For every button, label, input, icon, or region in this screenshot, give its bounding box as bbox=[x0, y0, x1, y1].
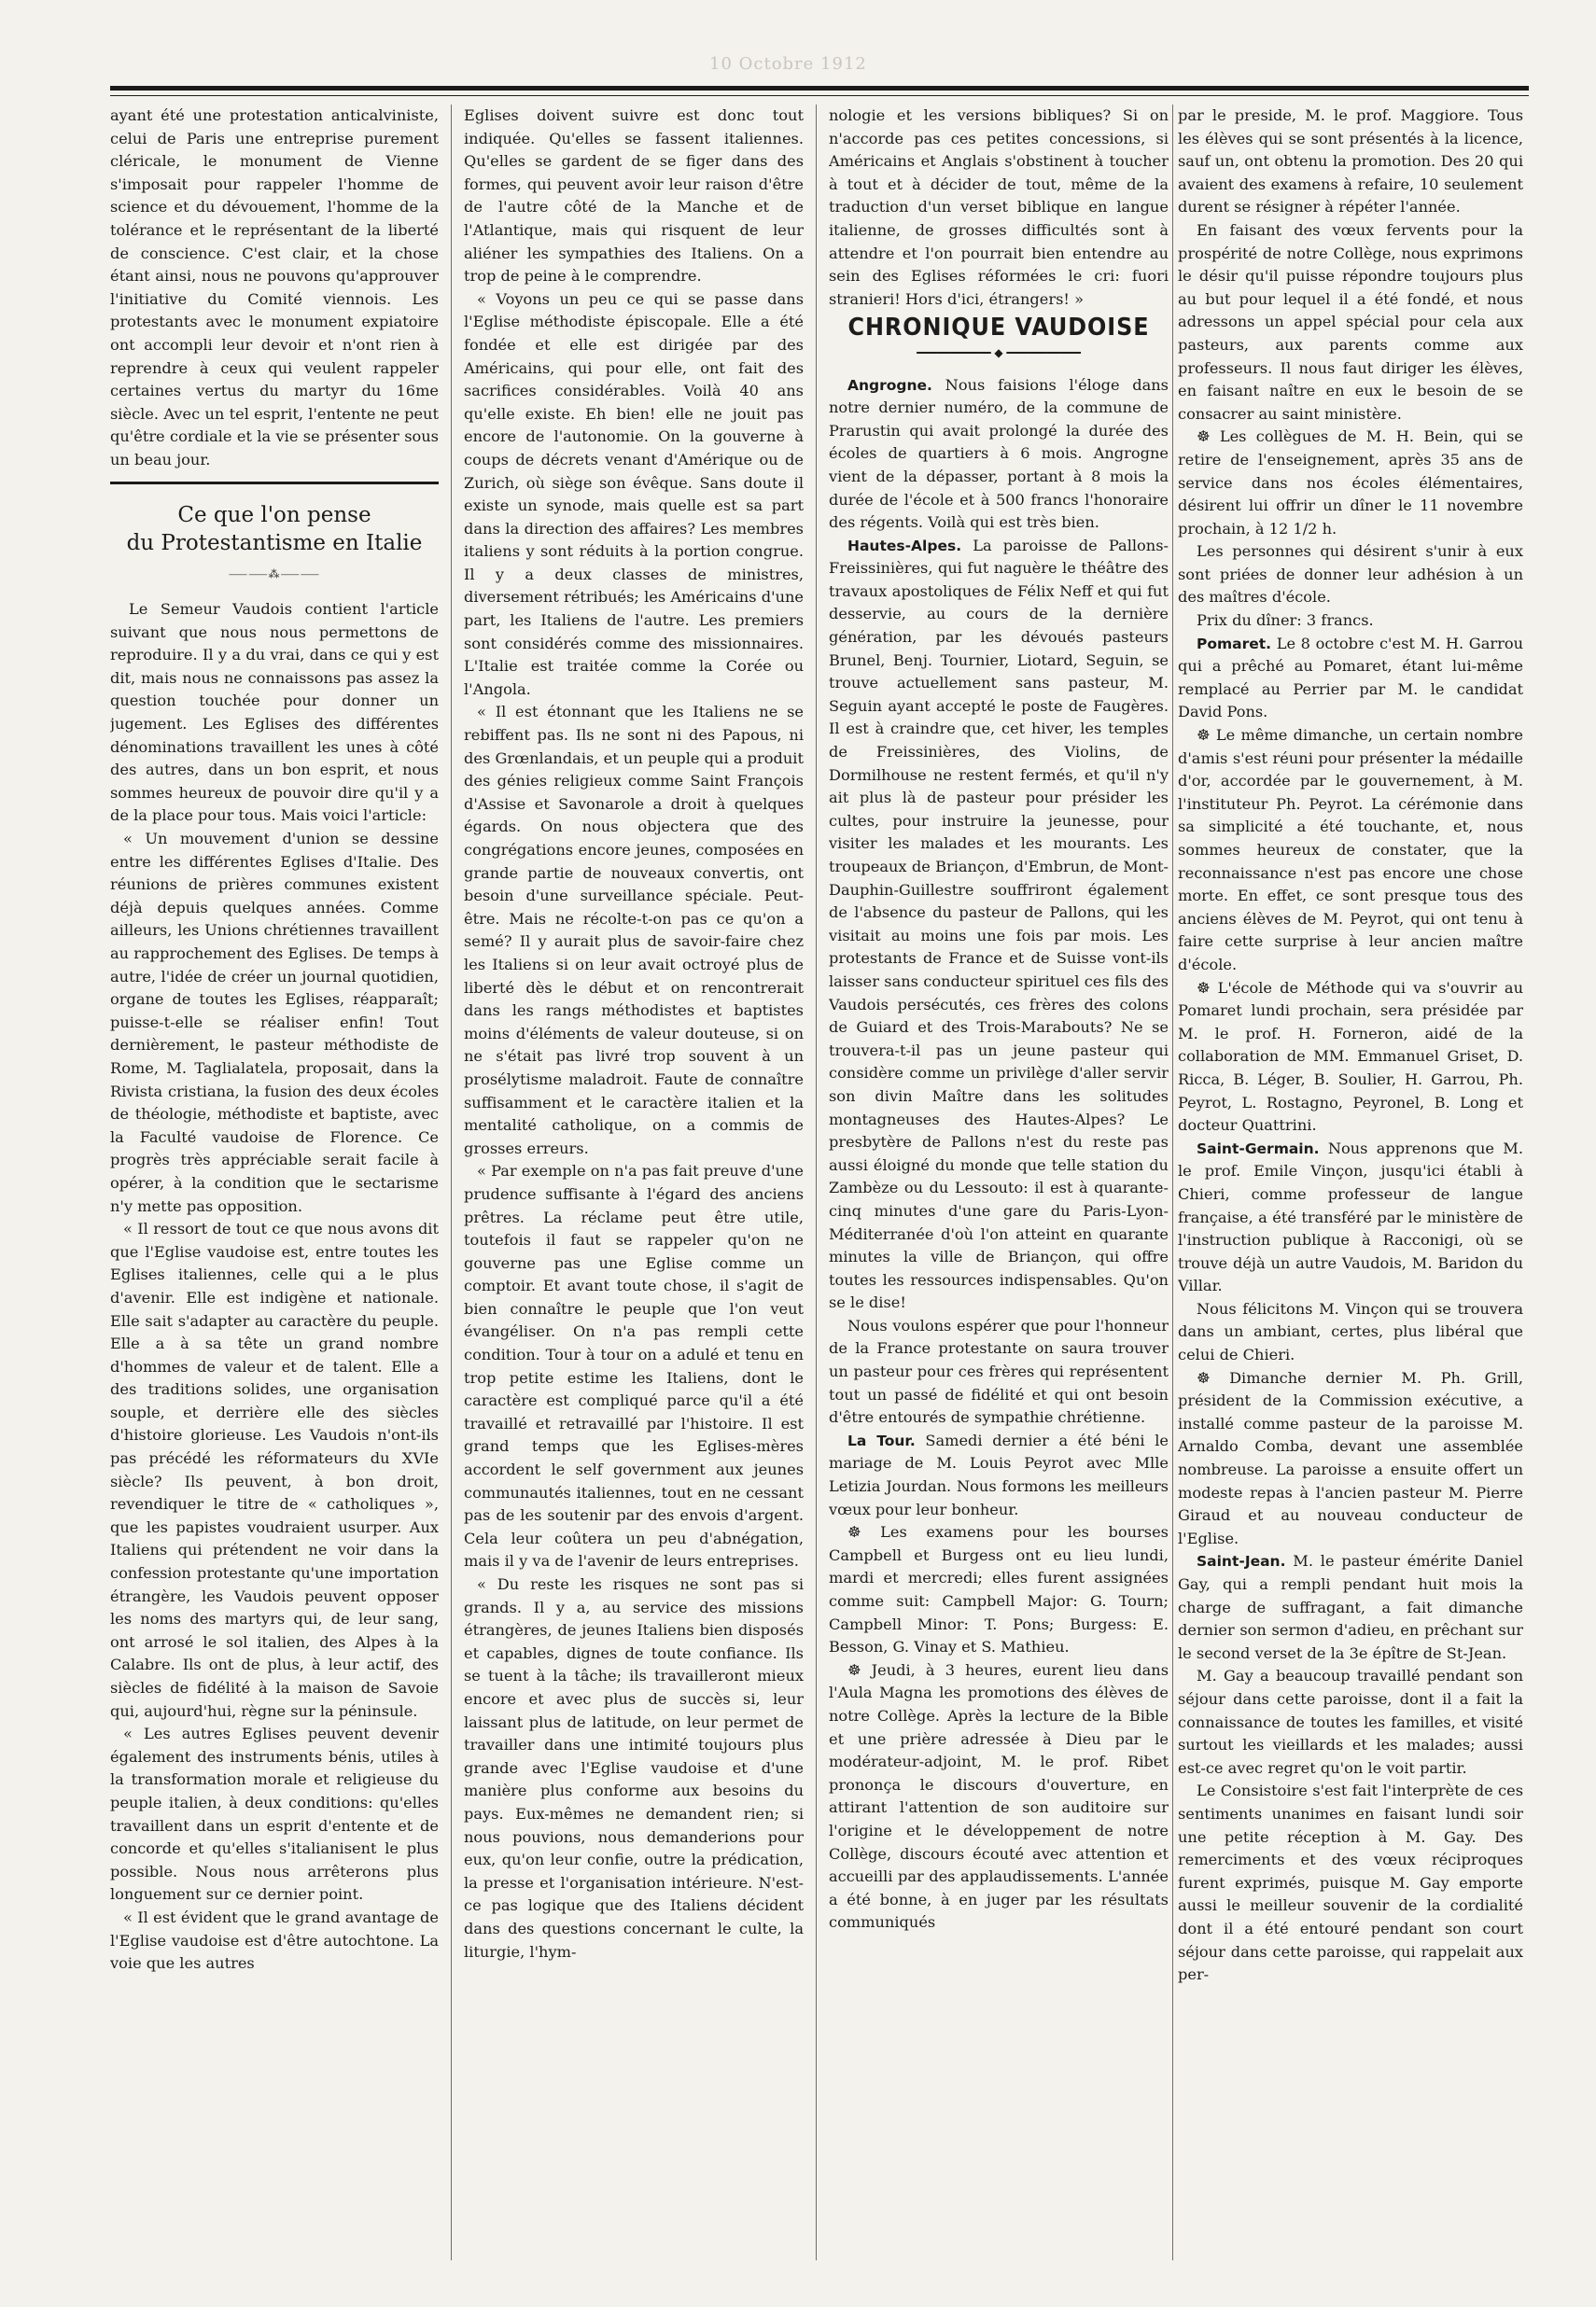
section-mark-icon: ☸ bbox=[847, 1523, 861, 1542]
news-text: Nous faisions l'éloge dans notre dernier numéro, de la commune de Prarustin qui avait prolongé la durée des écoles de quartiers à 6 mois. Angrogne vient de la dépasser, portant à 8 mois la durée de l'école et à 500 francs l'honoraire des régents. Voilà qui est très bien. bbox=[829, 375, 1169, 532]
news-item bbox=[1178, 1550, 1523, 1665]
news-item bbox=[1178, 724, 1523, 977]
section-mark-icon: ☸ bbox=[1197, 1368, 1211, 1387]
paragraph: « Par exemple on n'a pas fait preuve d'une prudence suffisante à l'égard des anciens prêtres. La réclame peut être utile, toutefois il faut se rappeler qu'on ne gouverne pas une Eglise comme un comptoir. Et avant toute chose, il s'agit de bien connaître le peuple que l'on veut évangéliser. On n'a pas rempli cette condition. Tour à tour on a adulé et tenu en trop petite estime les Italiens, dont le caractère est compliqué parce qu'il a été travaillé et retravaillé par l'histoire. Il est grand temps que les Eglises-mères accordent le self government aux jeunes communautés italiennes, tout en ne cessant pas de les soutenir par des envois d'argent. Cela leur coûtera un peu d'abnégation, mais il y va de l'avenir de leurs entreprises. bbox=[464, 1162, 804, 1571]
news-item bbox=[1178, 1367, 1523, 1551]
news-item bbox=[1178, 426, 1523, 540]
news-text: Le même dimanche, un certain nombre d'amis s'est réuni pour présenter la médaille d'or, accordée par le gouvernement, à M. l'instituteur Ph. Peyrot. La cérémonie dans sa simplicité a été touchante, et, nous sommes heureux de constater, que la reconnaissance n'est pas encore une chose morte. En effet, ce sont presque tous des anciens élèves de M. Peyrot, qui ont tenu à faire cette surprise à leur ancien maître d'école. bbox=[1178, 726, 1523, 973]
column-separator bbox=[816, 105, 817, 2260]
column-separator bbox=[1172, 105, 1173, 2260]
paragraph: « Il est évident que le grand avantage de l'Eglise vaudoise est d'être autochtone. La voie que les autres bbox=[110, 1908, 439, 1973]
news-text: La paroisse de Pallons-Freissinières, qui fut naguère le théâtre des travaux apostoliques de Félix Neff et qui fut desservie, au cours de la dernière génération, par les dévoués pasteurs Brunel, Benj. Tournier, Liotard, Seguin, se trouve actuellement sans pasteur, M. Seguin ayant accepté le poste de Faugères. Il est à craindre que, cet hiver, les temples de Freissinières, des Violins, de Dormilhouse ne restent fermés, et qu'il n'y ait plus là de pasteur pour présider les cultes, pour instruire la jeunesse, pour visiter les malades et les mourants. Les troupeaux de Briançon, d'Embrun, de Mont-Dauphin-Guillestre souffriront également de l'absence du pasteur de Pallons, qui les visitait au moins une fois par mois. Les protestants de France et de Suisse vont-ils laisser sans conducteur spirituel ces fils des Vaudois persécutés, ces frères des colons de Guiard et des Trois-Marabouts? Ne se trouvera-t-il pas un jeune pasteur qui considère comme un privilège d'aller servir son divin Maître dans les solitudes montagneuses des Hautes-Alpes? Le presbytère de Pallons n'est du reste pas aussi éloigné du monde que telle station du Zambèze ou du Lessouto: il est à quarante-cinq minutes d'une gare du Paris-Lyon-Méditerranée d'où l'on atteint en quarante minutes la ville de Briançon, qui offre toutes les ressources indispensables. Qu'on se le dise! bbox=[829, 536, 1169, 1312]
paragraph: Le Semeur Vaudois contient l'article suivant que nous nous permettons de reproduire. Il y a du vrai, dans ce qui y est dit, mais nous ne connaissons pas assez la question touchée pour donner un jugement. Les Eglises des différentes dénominations travaillent les unes à côté des autres, dans un bon esprit, et nous sommes heureux de pouvoir dire qu'il y a de la place pour tous. Mais voici l'article: bbox=[110, 600, 439, 825]
news-item bbox=[1178, 633, 1523, 724]
paragraph: « Un mouvement d'union se dessine entre les différentes Eglises d'Italie. Des réunions de prières communes existent déjà depuis quelques années. Comme ailleurs, les Unions chrétiennes travaillent au rapprochement des Eglises. De temps à autre, l'idée de créer un journal quotidien, organe de toutes les Eglises, réapparaît; puisse-t-elle se réaliser enfin! Tout dernièrement, le pasteur méthodiste de Rome, M. Taglialatela, proposait, dans la Rivista cristiana, la fusion des deux écoles de théologie, méthodiste et baptiste, avec la Faculté vaudoise de Florence. Ce progrès très appréciable serait facile à opérer, à la condition que le sectarisme n'y mette pas opposition. bbox=[110, 830, 439, 1215]
title-ornament: ⸺⸺⁂⸺⸺ bbox=[228, 566, 321, 580]
news-item bbox=[829, 1430, 1169, 1521]
section-mark-icon: ☸ bbox=[847, 1660, 861, 1679]
paragraph: Nous félicitons M. Vinçon qui se trouvera dans un ambiant, certes, plus libéral que celui de Chieri. bbox=[1178, 1299, 1523, 1364]
paragraph: M. Gay a beaucoup travaillé pendant son séjour dans cette paroisse, dont il a fait la connaissance de toutes les familles, et visité surtout les vieillards et les malades; aussi est-ce avec regret qu'on le voit partir. bbox=[1178, 1667, 1523, 1777]
article-title-line: Ce que l'on pense bbox=[177, 502, 371, 527]
place-name: Angrogne. bbox=[847, 376, 932, 394]
section-mark-icon: ☸ bbox=[1197, 978, 1211, 997]
column-1 bbox=[110, 105, 439, 2288]
news-text: M. le pasteur émérite Daniel Gay, qui a rempli pendant huit mois la charge de suffragant, a fait dimanche dernier son sermon d'adieu, en prêchant sur le second verset de la 3e épître de St-Jean. bbox=[1178, 1552, 1523, 1662]
place-name: Saint-Jean. bbox=[1197, 1553, 1286, 1571]
news-text: Les examens pour les bourses Campbell et Burgess ont eu lieu lundi, mardi et mercredi; elles furent assignées comme suit: Campbell Major: G. Tourn; Campbell Minor: T. Pons; Burgess: E. Besson, G. Vinay et S. Mathieu. bbox=[829, 1523, 1169, 1657]
news-text: L'école de Méthode qui va s'ouvrir au Pomaret lundi prochain, sera présidée par M. le prof. H. Forneron, aidé de la collaboration de MM. Emmanuel Griset, D. Ricca, B. Léger, B. Soulier, H. Garrou, Ph. Peyrot, L. Rostagno, Peyronel, B. Long et docteur Quattrini. bbox=[1178, 978, 1523, 1135]
paragraph: « Les autres Eglises peuvent devenir également des instruments bénis, utiles à la transformation morale et religieuse du peuple italien, à deux conditions: qu'elles travaillent dans un esprit d'entente et de concorde et qu'elles s'italianisent le plus possible. Nous nous arrêterons plus longuement sur ce dernier point. bbox=[110, 1725, 439, 1904]
news-item bbox=[829, 535, 1169, 1315]
column-4 bbox=[1178, 105, 1523, 2288]
news-text: Jeudi, à 3 heures, eurent lieu dans l'Aula Magna les promotions des élèves de notre Collège. Après la lecture de la Bible et une prière adressée à Dieu par le modérateur-adjoint, M. le prof. Ribet prononça le discours d'ouverture, en attirant l'attention de son auditoire sur l'origine et le développement de notre Collège, discours écouté avec attention et accueilli par des applaudissements. L'année a été bonne, à en juger par les résultats communiqués bbox=[829, 1660, 1169, 1932]
news-item bbox=[1178, 1138, 1523, 1298]
paragraph: « Il est étonnant que les Italiens ne se rebiffent pas. Ils ne sont ni des Papous, ni des Grœnlandais, et un peuple qui a produit des génies religieux comme Saint François d'Assise et Savonarole a droit à quelques égards. On nous objectera que des congrégations encore jeunes, composées en grande partie de nouveaux convertis, ont besoin d'une surveillance spéciale. Peut-être. Mais ne récolte-t-on pas ce qu'on a semé? Il y aurait plus de savoir-faire chez les Italiens si on leur avait octroyé plus de liberté dès le début et on rencontrerait dans les rangs méthodistes et baptistes moins d'éléments de valeur douteuse, si on ne s'était pas livré trop souvent à un prosélytisme maladroit. Faute de connaître suffisamment et le caractère italien et la mentalité catholique, on a commis de grosses erreurs. bbox=[464, 703, 804, 1157]
article-divider bbox=[110, 482, 439, 484]
column-3 bbox=[829, 105, 1169, 2288]
news-text: Samedi dernier a été béni le mariage de M. Louis Peyrot avec Mlle Letizia Jourdan. Nous formons les meilleurs vœux pour leur bonheur. bbox=[829, 1431, 1169, 1518]
place-name: Pomaret. bbox=[1197, 635, 1272, 652]
section-mark-icon: ☸ bbox=[1197, 427, 1211, 446]
bleed-through-header: 10 Octobre 1912 bbox=[709, 54, 867, 74]
paragraph: En faisant des vœux fervents pour la prospérité de notre Collège, nous exprimons le désir qu'il puisse répondre toujours plus au but pour lequel il a été fondé, et nous adressons un appel spécial pour cela aux pasteurs, aux parents comme aux professeurs. Il nous faut diriger les élèves, en faisant naître en eux le besoin de se consacrer au saint ministère. bbox=[1178, 220, 1523, 423]
paragraph: nologie et les versions bibliques? Si on n'accorde pas ces petites concessions, si Américains et Anglais s'obstinent à toucher à tout et à décider de tout, même de la traduction d'un verset biblique en langue italienne, de grosses difficultés sont à attendre et l'on pourrait bien entendre au sein des Eglises réformées le cri: fuori stranieri! Hors d'ici, étrangers! » bbox=[829, 106, 1169, 308]
news-text: Le 8 octobre c'est M. H. Garrou qui a prêché au Pomaret, étant lui-même remplacé au Perrier par M. le candidat David Pons. bbox=[1178, 634, 1523, 721]
top-rule-thin bbox=[110, 95, 1529, 96]
place-name: Saint-Germain. bbox=[1197, 1140, 1320, 1157]
column-separator bbox=[451, 105, 452, 2260]
paragraph: Prix du dîner: 3 francs. bbox=[1197, 611, 1374, 630]
news-item bbox=[829, 1521, 1169, 1659]
section-title: CHRONIQUE VAUDOISE bbox=[847, 314, 1150, 343]
news-item bbox=[829, 374, 1169, 535]
section-mark-icon: ☸ bbox=[1197, 726, 1211, 745]
news-item bbox=[829, 1659, 1169, 1935]
place-name: Hautes-Alpes. bbox=[847, 537, 962, 554]
paragraph: Eglises doivent suivre est donc tout indiquée. Qu'elles se fassent italiennes. Qu'elles se gardent de se figer dans des formes, qui peuvent avoir leur raison d'être de l'autre côté de la Manche et de l'Atlantique, mais qui risquent de leur aliéner les sympathies des Italiens. On a trop de peine à le comprendre. bbox=[464, 106, 804, 286]
article-title bbox=[110, 501, 439, 557]
paragraph: Les personnes qui désirent s'unir à eux sont priées de donner leur adhésion à un des maîtres d'école. bbox=[1178, 542, 1523, 607]
news-text: Dimanche dernier M. Ph. Grill, président de la Commission exécutive, a installé comme pasteur de la paroisse M. Arnaldo Comba, devant une assemblée nombreuse. La paroisse a ensuite offert un modeste repas à l'ancien pasteur M. Pierre Giraud et au nouveau conducteur de l'Eglise. bbox=[1178, 1368, 1523, 1547]
article-title-line: du Protestantisme en Italie bbox=[126, 530, 423, 555]
paragraph: ayant été une protestation anticalviniste, celui de Paris une entreprise purement cléricale, le monument de Vienne s'imposait pour rappeler l'homme de science et du dévouement, l'homme de la tolérance et le représentant de la liberté de conscience. C'est clair, et la chose étant ainsi, nous ne pouvons qu'approuver l'initiative du Comité viennois. Les protestants avec le monument expiatoire ont accompli leur devoir et n'ont rien à reprendre à ceux qui veulent rappeler certaines vertus du martyr du 16me siècle. Avec un tel esprit, l'entente ne peut qu'être cordiale et la vie se présenter sous un beau jour. bbox=[110, 106, 439, 468]
paragraph: « Du reste les risques ne sont pas si grands. Il y a, au service des missions étrangères, de jeunes Italiens bien disposés et capables, dignes de toute confiance. Ils se tuent à la tâche; ils travailleront mieux encore et avec plus de succès si, leur laissant plus de latitude, on leur permet de travailler dans une intimité toujours plus grande avec l'Eglise vaudoise et d'une manière plus conforme aux besoins du pays. Eux-mêmes ne demandent rien; si nous pouvions, nous demanderions pour eux, qu'on leur confie, outre la prédication, la presse et l'organisation intérieure. N'est-ce pas logique que des Italiens décident dans des questions concernant le culte, la liturgie, l'hym- bbox=[464, 1575, 804, 1961]
news-item bbox=[1178, 977, 1523, 1138]
place-name: La Tour. bbox=[847, 1432, 916, 1449]
paragraph: Nous voulons espérer que pour l'honneur de la France protestante on saura trouver un pasteur pour ces frères qui représentent tout un passé de fidélité et qui ont besoin d'être entourés de sympathie chrétienne. bbox=[829, 1316, 1169, 1427]
column-2 bbox=[464, 105, 804, 2288]
paragraph: par le preside, M. le prof. Maggiore. Tous les élèves qui se sont présentés à la licence, sauf un, ont obtenu la promotion. Des 20 qui avaient des examens à refaire, 10 seulement durent se résigner à répéter l'année. bbox=[1178, 106, 1523, 217]
paragraph: « Voyons un peu ce qui se passe dans l'Eglise méthodiste épiscopale. Elle a été fondée et elle est dirigée par des Américains, qui pour elle, ont fait des sacrifices considérables. Voilà 40 ans qu'elle existe. Eh bien! elle ne jouit pas encore de l'autonomie. On la gouverne à coups de décrets venant d'Amérique ou de Zurich, où siège son évêque. Sans doute il existe un synode, mais quelle est sa part dans la direction des affaires? Les membres italiens y sont réduits à la portion congrue. Il y a deux classes de ministres, diversement rétribués; les Américains d'une part, les Italiens de l'autre. Les premiers sont considérés comme des missionnaires. L'Italie est traitée comme la Corée ou l'Angola. bbox=[464, 289, 804, 698]
paragraph: Le Consistoire s'est fait l'interprète de ces sentiments unanimes en faisant lundi soir une petite réception à M. Gay. Des remerciments et des vœux réciproques furent exprimés, puisque M. Gay emporte aussi le meilleur souvenir de la cordialité dont il a été entouré pendant son court séjour dans cette paroisse, qui rappelait aux per- bbox=[1178, 1782, 1523, 1984]
news-text: Nous apprenons que M. le prof. Emile Vinçon, jusqu'ici établi à Chieri, comme professeur de langue française, a été transféré par le ministère de l'instruction publique à Racconigi, où se trouve déjà un autre Vaudois, M. Baridon du Villar. bbox=[1178, 1139, 1523, 1295]
news-text: Les collègues de M. H. Bein, qui se retire de l'enseignement, après 35 ans de service dans nos écoles élémentaires, désirent lui offrir un dîner le 11 novembre prochain, à 12 1/2 h. bbox=[1178, 427, 1523, 538]
top-rule bbox=[110, 86, 1529, 91]
section-ornament: ━━━━━━━━━━━ ◆ ━━━━━━━━━━━ bbox=[917, 345, 1081, 359]
paragraph: « Il ressort de tout ce que nous avons dit que l'Eglise vaudoise est, entre toutes les Eglises italiennes, celle qui a le plus d'avenir. Elle est indigène et nationale. Elle sait s'adapter au caractère du peuple. Elle a à sa tête un grand nombre d'hommes de valeur et de talent. Elle a des traditions solides, une organisation souple, et derrière elle des siècles d'histoire glorieuse. Les Vaudois n'ont-ils pas précédé les réformateurs du XVIe siècle? Ils peuvent, à bon droit, revendiquer le titre de « catholiques », que les papistes voudraient usurper. Aux Italiens qui prétendent ne voir dans la confession protestante qu'une importation étrangère, les Vaudois peuvent opposer les noms des martyrs qui, de leur sang, ont arrosé le sol italien, des Alpes à la Calabre. Ils ont de plus, à leur actif, des siècles de fidélité à la maison de Savoie qui, aujourd'hui, règne sur la péninsule. bbox=[110, 1220, 439, 1720]
